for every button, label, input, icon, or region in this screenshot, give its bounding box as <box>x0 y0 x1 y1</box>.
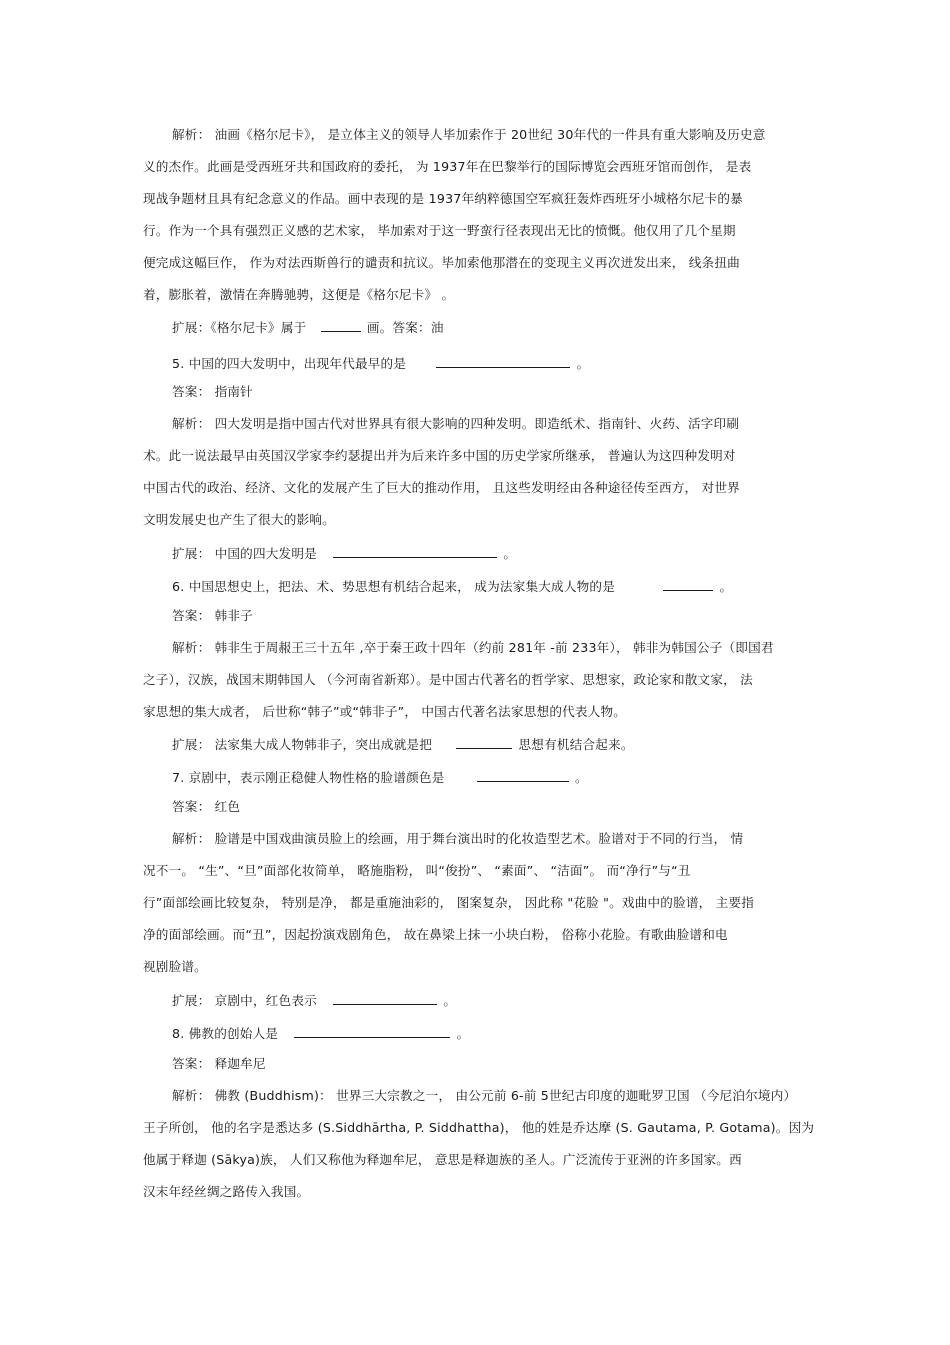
question-end: 。 <box>574 770 588 785</box>
extension-answer: 画。答案：油 <box>366 320 444 335</box>
answer-blank <box>456 736 512 749</box>
extension-end: 。 <box>503 546 517 561</box>
text-line: 便完成这幅巨作， 作为对法西斯兽行的谴责和抗议。毕加索他那潜在的变现主义再次迸发出来， 线条扭曲 <box>143 255 740 270</box>
text-line: 义的杰作。此画是受西班牙共和国政府的委托， 为 1937年在巴黎举行的国际博览会西班牙馆而创作， 是表 <box>143 159 752 174</box>
text-line: 视剧脸谱。 <box>143 959 207 974</box>
text-line: 他属于释迦 (Sākya)族， 人们又称他为释迦牟尼， 意思是释迦族的圣人。广泛流传于亚洲的许多国家。西 <box>143 1152 742 1167</box>
answer-blank <box>477 769 569 782</box>
extension-end: 。 <box>443 993 457 1008</box>
answer-blank <box>436 355 570 368</box>
extension-line <box>172 319 444 336</box>
text-line: 解析： 油画《格尔尼卡》， 是立体主义的领导人毕加索作于 20世纪 30年代的一件具有重大影响及历史意 <box>172 127 766 142</box>
answer-line: 答案： 红色 <box>172 799 241 814</box>
extension-answer: 思想有机结合起来。 <box>518 737 634 752</box>
question-text: 6. 中国思想史上，把法、术、势思想有机结合起来， 成为法家集大成人物的是 <box>172 579 616 594</box>
answer-blank <box>294 1025 450 1038</box>
text-line: 净的面部绘画。而“丑”，因起扮演戏剧角色， 故在鼻梁上抹一小块白粉， 俗称小花脸。有歌曲脸谱和电 <box>143 927 728 942</box>
extension-prompt: 扩展： 京剧中，红色表示 <box>172 993 317 1008</box>
question-line <box>172 1025 469 1042</box>
question-line <box>172 578 732 595</box>
question-line <box>172 355 589 372</box>
answer-line: 答案： 指南针 <box>172 384 253 399</box>
question-end: 。 <box>576 356 590 371</box>
text-line: 行。作为一个具有强烈正义感的艺术家， 毕加索对于这一野蛮行径表现出无比的愤慨。他仅用了几个星期 <box>143 223 736 238</box>
extension-prompt: 扩展：《格尔尼卡》属于 <box>172 320 307 335</box>
text-line: 况不一。 “生”、“旦”面部化妆简单， 略施脂粉， 叫“俊扮”、 “素面”、 “洁面”。 而“净行”与“丑 <box>143 863 691 878</box>
text-line: 王子所创， 他的名字是悉达多 (S.Siddhārtha, P. Siddhattha)， 他的姓是乔达摩 (S. Gautama, P. Gotama)。因为 <box>143 1120 815 1135</box>
question-end: 。 <box>456 1026 470 1041</box>
answer-line: 答案： 韩非子 <box>172 608 253 623</box>
text-line: 现战争题材且具有纪念意义的作品。画中表现的是 1937年纳粹德国空军疯狂轰炸西班牙小城格尔尼卡的暴 <box>143 191 743 206</box>
extension-line <box>172 545 516 562</box>
text-line: 汉末年经丝绸之路传入我国。 <box>143 1184 310 1199</box>
text-line: 文明发展史也产生了很大的影响。 <box>143 512 335 527</box>
extension-line <box>172 992 456 1009</box>
question-text: 8. 佛教的创始人是 <box>172 1026 279 1041</box>
question-text: 5. 中国的四大发明中，出现年代最早的是 <box>172 356 407 371</box>
answer-blank <box>663 578 713 591</box>
text-line: 行”面部绘画比较复杂， 特别是净， 都是重施油彩的， 图案复杂， 因此称 "花脸 "。戏曲中的脸谱， 主要指 <box>143 895 755 910</box>
text-line: 术。此一说法最早由英国汉学家李约瑟提出并为后来许多中国的历史学家所继承， 普遍认为这四种发明对 <box>143 448 736 463</box>
text-line: 解析： 佛教 (Buddhism)： 世界三大宗教之一， 由公元前 6-前 5世纪古印度的迦毗罗卫国 （今尼泊尔境内） <box>172 1088 797 1103</box>
question-text: 7. 京剧中，表示刚正稳健人物性格的脸谱颜色是 <box>172 770 445 785</box>
text-line: 解析： 四大发明是指中国古代对世界具有很大影响的四种发明。即造纸术、指南针、火药、活字印刷 <box>172 416 740 431</box>
text-line: 着，膨胀着，激情在奔腾驰骋，这便是《格尔尼卡》 。 <box>143 287 455 302</box>
answer-blank <box>333 545 497 558</box>
text-line: 之子），汉族，战国末期韩国人 （今河南省新郑）。是中国古代著名的哲学家、思想家，政论家和散文家， 法 <box>143 672 753 687</box>
question-line <box>172 769 588 786</box>
text-line: 解析： 韩非生于周赧王三十五年 ,卒于秦王政十四年（约前 281年 -前 233年）， 韩非为韩国公子（即国君 <box>172 640 774 655</box>
text-line: 中国古代的政治、经济、文化的发展产生了巨大的推动作用， 且这些发明经由各种途径传至西方， 对世界 <box>143 480 740 495</box>
text-line: 家思想的集大成者， 后世称“韩子”或“韩非子”， 中国古代著名法家思想的代表人物。 <box>143 704 627 719</box>
extension-prompt: 扩展： 法家集大成人物韩非子，突出成就是把 <box>172 737 433 752</box>
extension-line <box>172 736 634 753</box>
question-end: 。 <box>719 579 733 594</box>
answer-blank <box>321 319 361 332</box>
answer-blank <box>333 992 437 1005</box>
answer-line: 答案： 释迦牟尼 <box>172 1056 266 1071</box>
extension-prompt: 扩展： 中国的四大发明是 <box>172 546 317 561</box>
text-line: 解析： 脸谱是中国戏曲演员脸上的绘画，用于舞台演出时的化妆造型艺术。脸谱对于不同的行当， 情 <box>172 831 744 846</box>
